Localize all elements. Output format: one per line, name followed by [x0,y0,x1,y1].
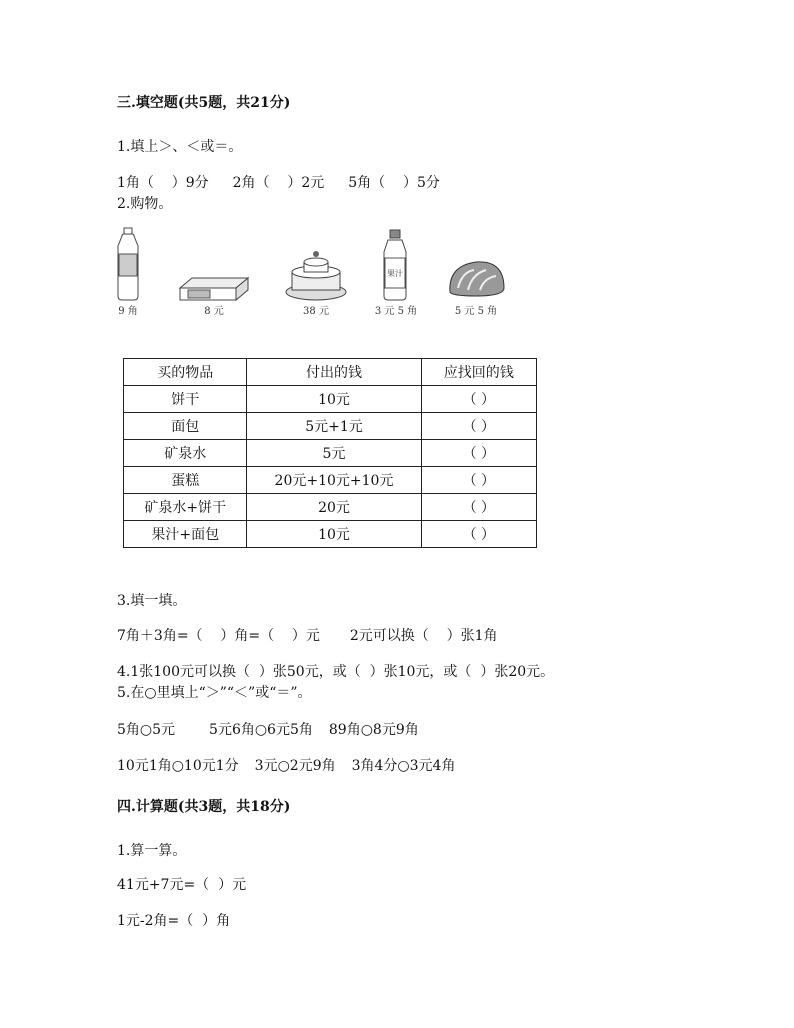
q1-item: 5角（ ）5分 [348,175,440,191]
s4-q1-item: 41元+7元=（ ）元 [117,877,247,893]
q5-item: 10元1角○10元1分 [117,758,239,774]
shopping-table [123,358,537,548]
q5-row2 [117,757,455,775]
s4-q1-item: 1元-2角=（ ）角 [117,913,231,929]
table-cell: 矿泉水+饼干 [124,494,247,521]
q3-items [117,627,498,645]
table-cell: 5元 [247,440,421,467]
q5-item: 3元○2元9角 [254,758,336,774]
table-cell: 10元 [247,386,421,413]
q5-stem: 5.在○里填上“＞”“＜”或“＝”。 [117,685,312,701]
table-cell: 蛋糕 [124,467,247,494]
goods-price: 5 元 5 角 [454,306,498,317]
table-cell: 矿泉水 [124,440,247,467]
table-header-row [124,359,537,386]
table-row [124,467,537,494]
q4-stem: 4.1张100元可以换（ ）张50元，或（ ）张10元，或（ ）张20元。 [117,664,555,680]
q5-item: 3角4分○3元4角 [351,758,456,774]
biscuit-box-icon [180,278,248,300]
q2-stem: 2.购物。 [117,196,173,212]
q5-item: 89角○8元9角 [328,722,419,738]
q5-item: 5角○5元 [117,722,176,738]
table-cell: 果汁+面包 [124,521,247,548]
table-row [124,521,537,548]
juice-bottle-icon [384,230,406,300]
q1-stem: 1.填上＞、＜或＝。 [117,139,243,155]
table-row [124,386,537,413]
table-row [124,440,537,467]
answer-cell[interactable]: （ ） [421,521,536,548]
q3-item: 7角＋3角=（ ）角=（ ）元 [117,628,320,644]
q5-item: 5元6角○6元5角 [209,722,313,738]
goods-price: 38 元 [303,306,329,317]
table-header: 应找回的钱 [421,359,536,386]
section4-heading: 四.计算题(共3题，共18分) [117,799,291,815]
answer-cell[interactable]: （ ） [421,413,536,440]
table-cell: 20元+10元+10元 [247,467,421,494]
answer-cell[interactable]: （ ） [421,494,536,521]
table-row [124,413,537,440]
table-cell: 面包 [124,413,247,440]
water-bottle-icon [118,228,138,300]
table-row [124,494,537,521]
table-cell: 10元 [247,521,421,548]
q3-stem: 3.填一填。 [117,593,187,609]
q1-item: 1角（ ）9分 [117,175,209,191]
s4-q1-stem: 1.算一算。 [117,843,187,859]
answer-cell[interactable]: （ ） [421,467,536,494]
cake-icon [286,251,346,300]
answer-cell[interactable]: （ ） [421,386,536,413]
table-cell: 饼干 [124,386,247,413]
q5-row1 [117,721,419,739]
juice-label: 果汁 [387,269,403,278]
q1-item: 2角（ ）2元 [232,175,325,191]
goods-price: 8 元 [204,306,224,317]
answer-cell[interactable]: （ ） [421,440,536,467]
goods-picture [116,226,508,320]
bread-icon [450,262,504,296]
section3-heading: 三.填空题(共5题，共21分) [117,95,291,111]
table-header: 付出的钱 [247,359,421,386]
q1-items [117,174,440,192]
table-cell: 20元 [247,494,421,521]
table-cell: 5元+1元 [247,413,421,440]
goods-price: 9 角 [118,306,138,317]
table-header: 买的物品 [124,359,247,386]
q3-item: 2元可以换（ ）张1角 [349,628,498,644]
goods-price: 3 元 5 角 [374,306,418,317]
